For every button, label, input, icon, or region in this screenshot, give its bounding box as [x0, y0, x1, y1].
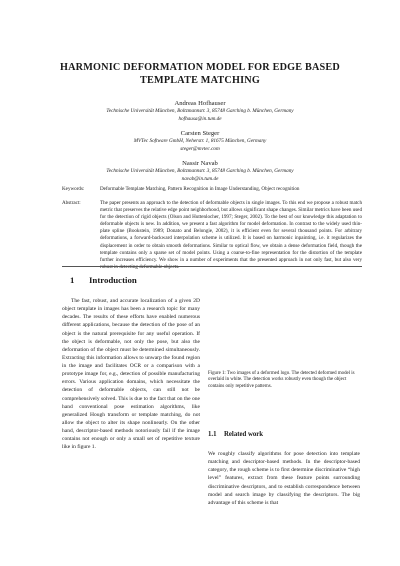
author-block-1	[40, 99, 360, 123]
author-name: Andreas Hofhauser	[174, 100, 226, 107]
section-title: Introduction	[89, 275, 137, 285]
subsection-title: Related work	[224, 431, 264, 438]
related-work-paragraph: We roughly classify algorithms for pose detection into template matching and descriptor-based methods. In the descriptor-based category, the rough scheme is to first determine discriminative “high level” features, extract from these feature points surrounding discriminative descriptors, and to establish correspondence between model and search image by classifying the descriptors. The big advantage of this scheme is that	[208, 451, 360, 506]
author-affiliation: Technische Universität München, Boltzmannstr. 3, 85748 Garching b. München, Germany	[106, 168, 294, 174]
keywords-text: Deformable Template Matching, Pattern Recognition in Image Understanding, Object recognition	[100, 186, 300, 192]
intro-paragraph: The fast, robust, and accurate localization of a given 2D object template in images has been a research topic for many decades. The results of these efforts have enabled numerous different applications, because the detection of the pose of an object is the natural prerequisite for any useful operation. If the object is deformable, not only the pose, but also the deformation of the object must be determined simultaneously. Extracting this information allows to unwarp the found region in the image and facilitates OCR or a comparison with a prototype image for, e.g., detection of possible manufacturing errors. Various application domains, which necessitate the detection of deformable objects, can still not be comprehensively solved. This is due to the fact that on the one hand conventional pose estimation algorithms, like generalized Hough transform or template matching, do not allow the object to alter its shape nonlinearly. On the other hand, descriptor-based methods notoriously fail if the image contains not enough or only a small set of repetitive texture like in figure 1.	[62, 298, 200, 451]
author-email: hofhausa@in.tum.de	[178, 115, 222, 122]
author-email: navab@in.tum.de	[181, 175, 219, 182]
section-number: 1	[70, 275, 75, 285]
abstract-text: The paper presents an approach to the detection of deformable objects in single images. To this end we propose a robust match metric that preserves the relative edge point neighborhood, but allows significant shape changes. Similar metrics have been used for the detection of rigid objects (Olson and Huttenlocher, 1997; Steger, 2002). To the best of our knowledge this adaptation to deformable objects is new. In addition, we present a fast algorithm for model deformation. In contrast to the widely used thin-plate spline (Bookstein, 1989; Donato and Belongie, 2002), it is efficient even for several thousand points. For arbitrary deformations, a forward-backward interpolation scheme is utilized. It is based on harmonic inpainting, i.e. it regularizes the displacement in order to obtain smooth deformations. Similar to optical flow, we obtain a dense deformation field, though the template contains only a sparse set of model points. Using a coarse-to-fine representation for the distortion of the template further increases efficiency. We show in a number of experiments that the presented approach in not only fast, but also very robust in detecting deformable objects.	[100, 200, 362, 270]
author-block-2	[40, 129, 360, 153]
author-block-3	[40, 159, 360, 183]
subsection-heading	[208, 430, 263, 439]
author-affiliation: MVTec Software GmbH, Neherstr. 1, 81675 München, Germany	[133, 138, 267, 144]
keywords-label: Keywords:	[62, 186, 85, 192]
author-affiliation: Technische Universität München, Boltzmannstr. 3, 85748 Garching b. München, Germany	[106, 108, 294, 114]
abstract-label: Abstract:	[62, 200, 81, 206]
paper-title: HARMONIC DEFORMATION MODEL FOR EDGE BASED TEMPLATE MATCHING	[60, 62, 340, 86]
subsection-number: 1.1	[208, 431, 217, 438]
author-name: Nassir Navab	[182, 160, 218, 167]
author-name: Carsten Steger	[180, 130, 220, 137]
figure-1-caption: Figure 1: Two images of a deformed logo. The detected deformed model is overlaid in white. The detection works robustly even though the object contains only repetitive patterns.	[208, 371, 355, 389]
section-heading	[70, 275, 137, 286]
figure-1-image	[208, 300, 360, 366]
author-email: steger@mvtec.com	[180, 145, 220, 152]
section-divider	[62, 266, 362, 267]
